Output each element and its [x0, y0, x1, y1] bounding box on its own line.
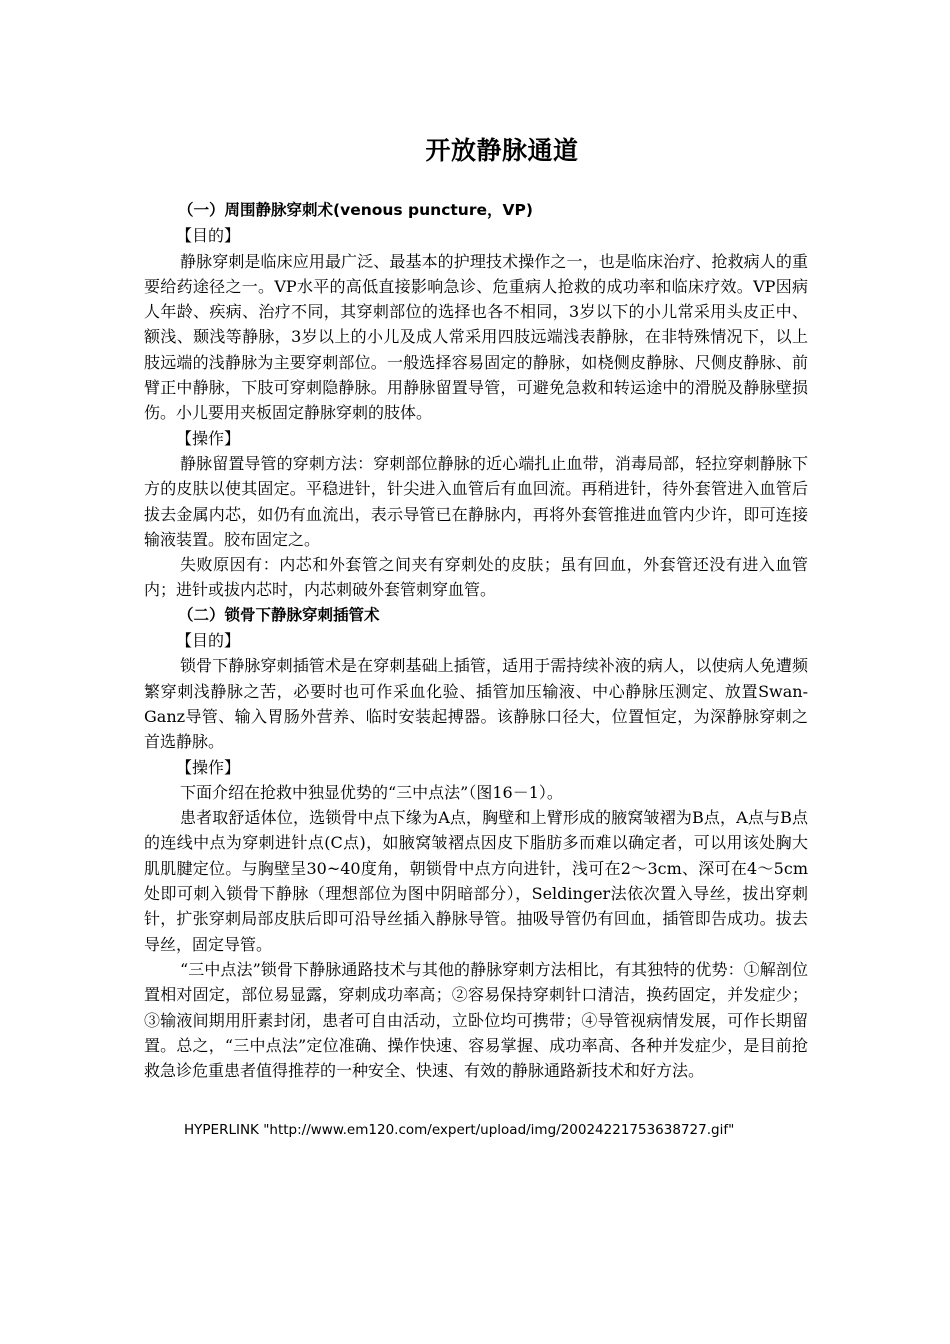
section-2-heading: （二）锁骨下静脉穿刺插管术: [178, 605, 380, 624]
section-2-procedure-paragraph: 患者取舒适体位，选锁骨中点下缘为A点，胸壁和上臂形成的腋窝皱褶为B点，A点与B点的连线中点为穿刺进针点(C点)，如腋窝皱褶点因皮下脂肪多而难以确定者，可以用该处胸大肌肌腱定位。与胸壁呈30~40度角，朝锁骨中点方向进针，浅可在2～3cm、深可在4～5cm处即可刺入锁骨下静脉（理想部位为图中阴暗部分），Seldinger法依次置入导丝，拔出穿刺针，扩张穿刺局部皮肤后即可沿导丝插入静脉导管。抽吸导管仍有回血，插管即告成功。拔去导丝，固定导管。: [144, 808, 808, 954]
section-2-purpose-label: 【目的】: [176, 631, 241, 651]
section-2-operation-label: 【操作】: [176, 757, 241, 777]
section-2-intro-paragraph: 下面介绍在抢救中独显优势的“三中点法”（图16－1）。: [180, 782, 563, 802]
section-1-operation-paragraph: 静脉留置导管的穿刺方法：穿刺部位静脉的近心端扎止血带，消毒局部，轻拉穿刺静脉下方的皮肤以使其固定。平稳进针，针尖进入血管后有血回流。再稍进针，待外套管进入血管后拔去金属内芯，如仍有血流出，表示导管已在静脉内，再将外套管推进血管内少许，即可连接输液装置。胶布固定之。: [144, 453, 808, 549]
section-2-advantages-paragraph: “三中点法”锁骨下静脉通路技术与其他的静脉穿刺方法相比，有其独特的优势：①解剖位置相对固定，部位易显露，穿刺成功率高；②容易保持穿刺针口清洁，换药固定，并发症少；③输液间期用肝素封闭，患者可自由活动，立卧位均可携带；④导管视病情发展，可作长期留置。总之，“三中点法”定位准确、操作快速、容易掌握、成功率高、各种并发症少，是目前抢救急诊危重患者值得推荐的一种安全、快速、有效的静脉通路新技术和好方法。: [144, 959, 808, 1081]
section-1-purpose-paragraph: 静脉穿刺是临床应用最广泛、最基本的护理技术操作之一，也是临床治疗、抢救病人的重要给药途径之一。VP水平的高低直接影响急诊、危重病人抢救的成功率和临床疗效。VP因病人年龄、疾病、治疗不同，其穿刺部位的选择也各不相同，3岁以下的小儿常采用头皮正中、额浅、颞浅等静脉，3岁以上的小儿及成人常采用四肢远端浅表静脉，在非特殊情况下，以上肢远端的浅静脉为主要穿刺部位。一般选择容易固定的静脉，如桡侧皮静脉、尺侧皮静脉、前臂正中静脉，下肢可穿刺隐静脉。用静脉留置导管，可避免急救和转运途中的滑脱及静脉壁损伤。小儿要用夹板固定静脉穿刺的肢体。: [144, 251, 808, 423]
section-1-operation-label: 【操作】: [176, 428, 241, 448]
section-2-purpose-paragraph: 锁骨下静脉穿刺插管术是在穿刺基础上插管，适用于需持续补液的病人，以使病人免遭频繁穿刺浅静脉之苦，必要时也可作采血化验、插管加压输液、中心静脉压测定、放置Swan-Ganz导管、输入胃肠外营养、临时安装起搏器。该静脉口径大，位置恒定，为深静脉穿刺之首选静脉。: [144, 656, 808, 752]
section-1-purpose-label: 【目的】: [176, 226, 241, 246]
hyperlink-field-code: HYPERLINK "http://www.em120.com/expert/upload/img/20024221753638727.gif": [184, 1122, 735, 1138]
section-1-heading: （一）周围静脉穿刺术(venous puncture，VP): [178, 201, 533, 219]
document-body: [144, 198, 808, 1083]
document-title: 开放静脉通道: [425, 136, 579, 165]
section-1-failure-paragraph: 失败原因有：内芯和外套管之间夹有穿刺处的皮肤；虽有回血，外套管还没有进入血管内；进针或拔内芯时，内芯刺破外套管刺穿血管。: [144, 555, 808, 600]
